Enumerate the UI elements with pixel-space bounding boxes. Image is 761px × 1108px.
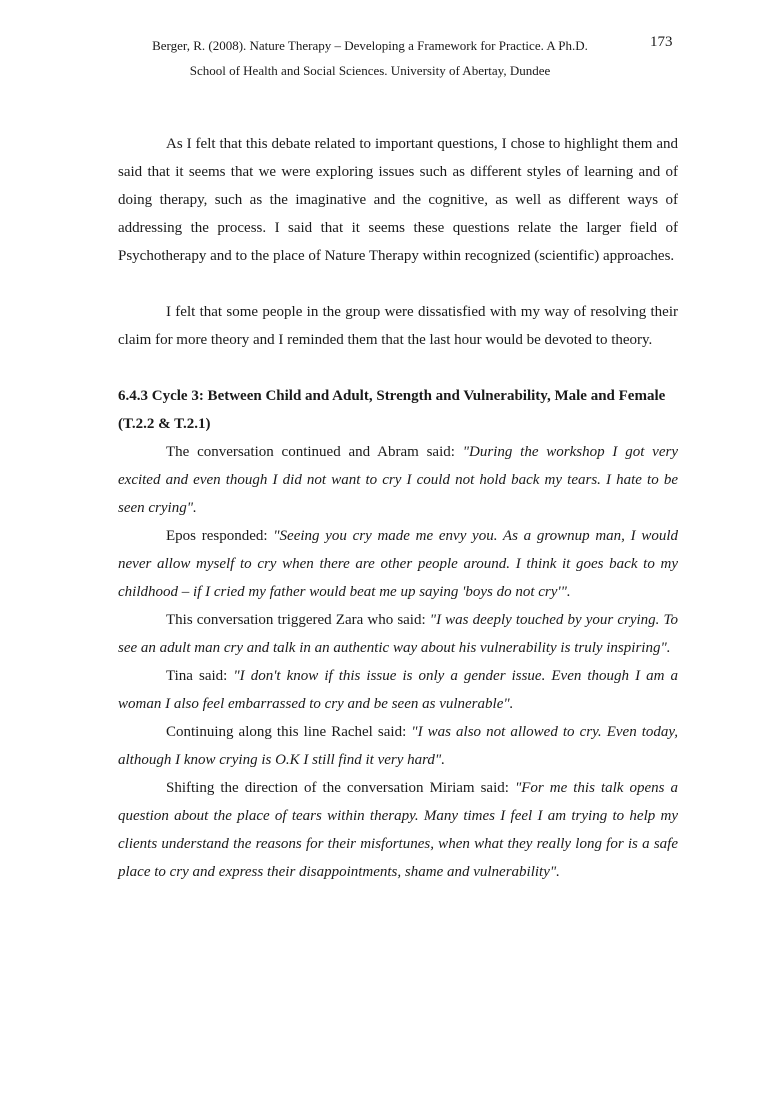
paragraph: As I felt that this debate related to important questions, I chose to highlight them and said that it seems that we were exploring issues such as different styles of learning and of doing therapy, such as the imaginative and the cognitive, as well as different ways of addressing the process. I said that it seems these questions relate the larger field of Psychotherapy and to the place of Nature Therapy within recognized (scientific) approaches. [118, 136, 678, 264]
dialogue-paragraph [118, 522, 678, 606]
dialogue-paragraph [118, 438, 678, 522]
body-text [118, 130, 678, 886]
dialogue-quote: "I was also not allowed to cry. Even today, although I know crying is O.K I still find it very hard". [118, 724, 678, 768]
dialogue-quote: "I was deeply touched by your crying. To see an adult man cry and talk in an authentic way about his vulnerability is truly inspiring". [118, 612, 678, 656]
dialogue-paragraph [118, 606, 678, 662]
dialogue-lead: This conversation triggered Zara who said: [166, 612, 430, 628]
header-institution: School of Health and Social Sciences. University of Abertay, Dundee [189, 63, 551, 78]
paragraph: I felt that some people in the group were dissatisfied with my way of resolving their claim for more theory and I reminded them that the last hour would be devoted to theory. [118, 304, 678, 348]
dialogue-lead: Tina said: [166, 668, 234, 684]
dialogue-paragraph [118, 774, 678, 886]
dialogue-paragraph [118, 662, 678, 718]
dialogue-quote: "I don't know if this issue is only a gender issue. Even though I am a woman I also feel embarrassed to cry and be seen as vulnerable". [118, 668, 678, 712]
dialogue-lead: Shifting the direction of the conversation Miriam said: [166, 780, 515, 796]
dialogue-lead: Epos responded: [166, 528, 274, 544]
dialogue-quote: "During the workshop I got very excited and even though I did not want to cry I could not hold back my tears. I hate to be seen crying". [118, 444, 678, 516]
dialogue-quote: "For me this talk opens a question about the place of tears within therapy. Many times I feel I am trying to help my clients understand the reasons for their misfortunes, when what they really long for is a safe place to cry and express their disappointments, shame and vulnerability". [118, 780, 678, 880]
dialogue-paragraph [118, 718, 678, 774]
section-heading: 6.4.3 Cycle 3: Between Child and Adult, Strength and Vulnerability, Male and Female (T.2.2 & T.2.1) [118, 388, 666, 432]
header-citation: Berger, R. (2008). Nature Therapy – Developing a Framework for Practice. A Ph.D. [152, 38, 588, 53]
dialogue-lead: Continuing along this line Rachel said: [166, 724, 412, 740]
dialogue-lead: The conversation continued and Abram said: [166, 444, 463, 460]
running-header [120, 36, 680, 80]
page-number: 173 [650, 34, 673, 50]
dialogue-quote: "Seeing you cry made me envy you. As a grownup man, I would never allow myself to cry when there are other people around. I think it goes back to my childhood – if I cried my father would beat me up saying 'boys do not cry'". [118, 528, 678, 600]
